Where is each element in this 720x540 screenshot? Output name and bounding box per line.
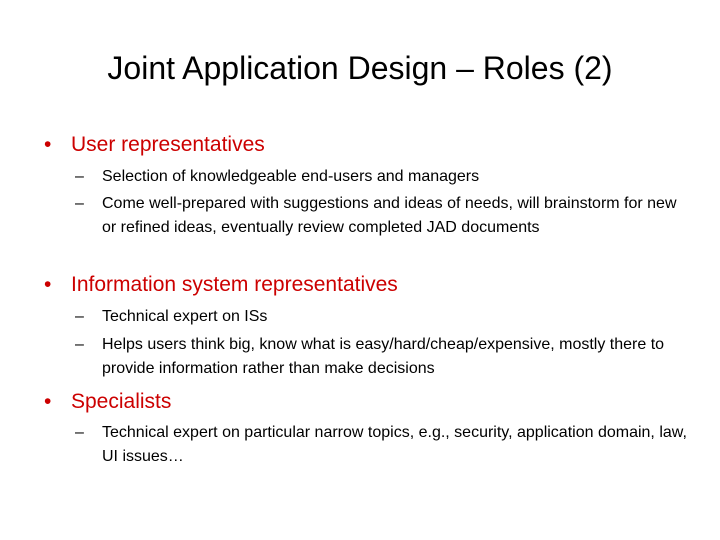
dash-marker: – [75,424,84,441]
dash-marker: – [75,195,84,212]
dash-marker: – [75,168,84,185]
list-item-text: Technical expert on particular narrow topics, e.g., security, application domain, law, UI issues… [102,424,687,465]
bullet-marker: • [44,133,52,156]
list-item-text: Helps users think big, know what is easy/hard/cheap/expensive, mostly there to provide information rather than make decisions [102,336,665,377]
list-item [75,165,695,189]
list-item [75,192,695,240]
section-heading: User representatives [71,133,265,156]
list-item-text: Selection of knowledgeable end-users and managers [102,168,480,185]
dash-marker: – [75,308,84,325]
bullet-marker: • [44,390,52,413]
slide-title: Joint Application Design – Roles (2) [107,50,613,86]
section-heading: Specialists [71,390,172,413]
list-item [75,305,695,329]
dash-marker: – [75,336,84,353]
list-item [75,421,695,469]
list-item [75,333,695,381]
list-item-text: Technical expert on ISs [102,308,268,325]
list-item-text: Come well-prepared with suggestions and ideas of needs, will brainstorm for new or refined ideas, eventually review completed JAD documents [102,195,677,236]
section-heading: Information system representatives [71,273,398,296]
bullet-marker: • [44,273,52,296]
